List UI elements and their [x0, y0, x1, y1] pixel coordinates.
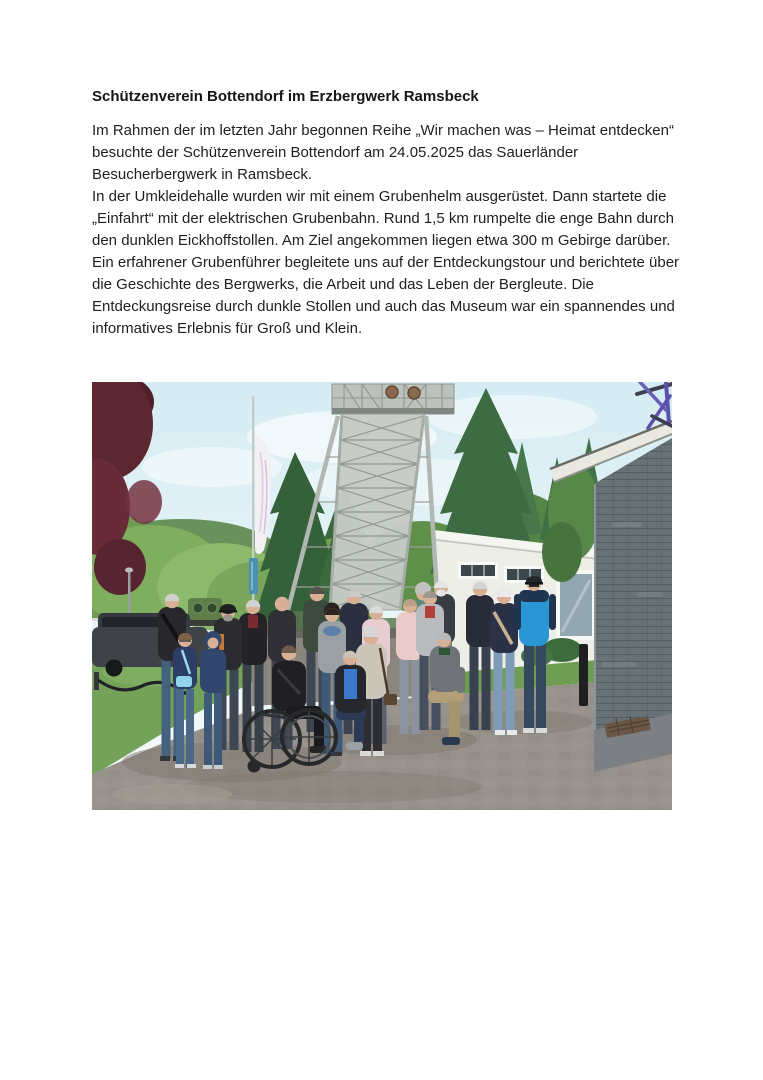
article-title: Schützenverein Bottendorf im Erzbergwerk Ramsbeck [92, 88, 479, 105]
group-photo [92, 382, 672, 810]
text-line: Ein erfahrener Grubenführer begleitete uns auf der Entdeckungstour und berichtete über [92, 254, 680, 271]
article-body [92, 120, 680, 340]
text-line: Besucherbergwerk in Ramsbeck. [92, 166, 313, 183]
text-line: den dunklen Eickhoffstollen. Am Ziel angekommen liegen etwa 300 m Gebirge darüber. [92, 232, 671, 249]
text-line: informatives Erlebnis für Groß und Klein. [92, 320, 363, 337]
text-line: die Geschichte des Bergwerks, die Arbeit und das Leben der Bergleute. Die [92, 276, 594, 293]
text-line: „Einfahrt“ mit der elektrischen Grubenbahn. Rund 1,5 km rumpelte die enge Bahn durch [92, 210, 674, 227]
text-line: Entdeckungsreise durch dunkle Stollen und auch das Museum war ein spannendes und [92, 298, 675, 315]
text-line: besuchte der Schützenverein Bottendorf am 24.05.2025 das Sauerländer [92, 144, 579, 161]
text-line: In der Umkleidehalle wurden wir mit einem Grubenhelm ausgerüstet. Dann startete die [92, 188, 667, 205]
text-line: Im Rahmen der im letzten Jahr begonnen Reihe „Wir machen was – Heimat entdecken“ [92, 122, 674, 139]
group-photo-image [92, 382, 672, 810]
